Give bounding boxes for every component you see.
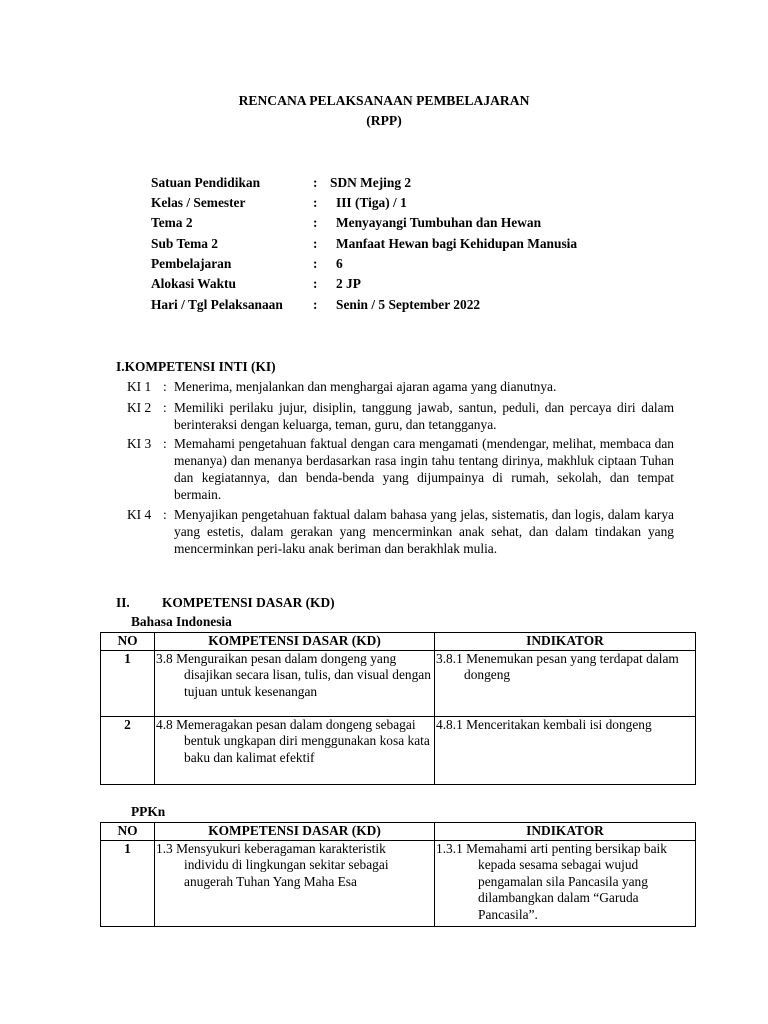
identity-value: SDN Mejing 2 bbox=[330, 175, 412, 190]
row-kd bbox=[155, 840, 435, 926]
identity-label: Tema 2 bbox=[151, 215, 193, 230]
identity-label: Satuan Pendidikan bbox=[151, 175, 261, 190]
section-number: I. bbox=[116, 359, 125, 374]
row-indikator bbox=[435, 716, 696, 784]
identity-row-alokasi bbox=[151, 275, 711, 295]
ki-item-1 bbox=[127, 378, 675, 396]
identity-row-tema bbox=[151, 214, 711, 234]
row-indikator bbox=[435, 840, 696, 926]
row-no: 2 bbox=[101, 716, 155, 784]
table-header-row bbox=[101, 823, 696, 841]
kd-text: 4.8 Memeragakan pesan dalam dongeng sebagai bentuk ungkapan diri menggunakan kosa kata baku dan kalimat efektif bbox=[156, 716, 430, 765]
table-row bbox=[101, 840, 696, 926]
row-kd bbox=[155, 650, 435, 716]
ki-colon: : bbox=[163, 436, 167, 451]
identity-colon: : bbox=[313, 297, 318, 312]
identity-value: 2 JP bbox=[336, 276, 361, 291]
kd-text: 1.3 Mensyukuri keberagaman karakteristik individu di lingkungan sekitar sebagai anugerah Tuhan Yang Maha Esa bbox=[156, 840, 389, 889]
kd-table-ppkn bbox=[100, 822, 696, 927]
header-indikator: INDIKATOR bbox=[435, 633, 696, 651]
identity-label: Alokasi Waktu bbox=[151, 276, 236, 291]
ki-colon: : bbox=[163, 379, 167, 394]
document-title: RENCANA PELAKSANAAN PEMBELAJARAN bbox=[238, 93, 530, 108]
ki-code: KI 3 bbox=[127, 436, 152, 451]
header-indikator: INDIKATOR bbox=[435, 823, 696, 841]
identity-label: Sub Tema 2 bbox=[151, 236, 218, 251]
identity-row-pembelajaran bbox=[151, 255, 711, 275]
table-row bbox=[101, 650, 696, 716]
identity-row-hari bbox=[151, 296, 711, 316]
identity-row-kelas bbox=[151, 194, 711, 214]
header-kd: KOMPETENSI DASAR (KD) bbox=[155, 633, 435, 651]
ki-item-2 bbox=[127, 399, 675, 435]
section-kd-number: II. bbox=[116, 595, 130, 610]
indikator-text: 4.8.1 Menceritakan kembali isi dongeng bbox=[436, 716, 652, 732]
identity-value: Manfaat Hewan bagi Kehidupan Manusia bbox=[336, 236, 578, 251]
identity-value: Menyayangi Tumbuhan dan Hewan bbox=[336, 215, 542, 230]
row-no: 1 bbox=[101, 840, 155, 926]
identity-row-subtema bbox=[151, 235, 711, 255]
identity-colon: : bbox=[313, 215, 318, 230]
identity-label: Kelas / Semester bbox=[151, 195, 246, 210]
ki-colon: : bbox=[163, 400, 167, 415]
ki-code: KI 2 bbox=[127, 400, 152, 415]
identity-label: Pembelajaran bbox=[151, 256, 232, 271]
row-indikator bbox=[435, 650, 696, 716]
header-kd: KOMPETENSI DASAR (KD) bbox=[155, 823, 435, 841]
identity-value: Senin / 5 September 2022 bbox=[336, 297, 481, 312]
identity-colon: : bbox=[313, 175, 318, 190]
ki-text: Memiliki perilaku jujur, disiplin, tanggung jawab, santun, peduli, dan percaya diri dalam berinteraksi dengan keluarga, teman, guru, dan tetangganya. bbox=[174, 400, 674, 432]
header-no: NO bbox=[101, 633, 155, 651]
row-no: 1 bbox=[101, 650, 155, 716]
ki-text: Menerima, menjalankan dan menghargai ajaran agama yang dianutnya. bbox=[174, 379, 557, 394]
identity-value: III (Tiga) / 1 bbox=[336, 195, 407, 210]
indikator-text: 3.8.1 Menemukan pesan yang terdapat dalam dongeng bbox=[436, 650, 679, 682]
identity-value: 6 bbox=[336, 256, 343, 271]
ki-text: Menyajikan pengetahuan faktual dalam bahasa yang jelas, sistematis, dan logis, dalam karya yang estetis, dalam gerakan yang mencerminkan anak sehat, dan dalam tindakan yang mencerminkan peri-laku anak beriman dan berakhlak mulia. bbox=[174, 507, 674, 556]
section-ki-heading bbox=[116, 358, 276, 375]
ki-colon: : bbox=[163, 507, 167, 522]
identity-colon: : bbox=[313, 256, 318, 271]
indikator-text: 1.3.1 Memahami arti penting bersikap baik kepada sesama sebagai wujud pengamalan sila Pancasila yang dilambangkan dalam “Garuda Pancasila”. bbox=[436, 840, 667, 922]
identity-colon: : bbox=[313, 236, 318, 251]
document-subtitle: (RPP) bbox=[366, 113, 402, 128]
identity-row-satuan bbox=[151, 174, 711, 194]
kd-table-bahasa-indonesia bbox=[100, 632, 696, 785]
section-title: KOMPETENSI INTI (KI) bbox=[124, 359, 276, 374]
table-header-row bbox=[101, 633, 696, 651]
identity-colon: : bbox=[313, 195, 318, 210]
ki-code: KI 1 bbox=[127, 379, 152, 394]
subject-title-ppkn: PPKn bbox=[131, 804, 166, 819]
ki-item-4 bbox=[127, 506, 675, 576]
ki-code: KI 4 bbox=[127, 507, 152, 522]
ki-text: Memahami pengetahuan faktual dengan cara mengamati (mendengar, melihat, membaca dan menanya) dan menanya berdasarkan rasa ingin tahu tentang dirinya, makhluk ciptaan Tuhan dan kegiatannya, dan benda-benda yang dijumpainya di rumah, sekolah, dan tempat bermain. bbox=[174, 436, 674, 502]
header-no: NO bbox=[101, 823, 155, 841]
subject-title-bahasa-indonesia: Bahasa Indonesia bbox=[131, 614, 232, 629]
ki-item-3 bbox=[127, 435, 675, 505]
kd-text: 3.8 Menguraikan pesan dalam dongeng yang disajikan secara lisan, tulis, dan visual dengan tujuan untuk kesenangan bbox=[156, 650, 431, 699]
row-kd bbox=[155, 716, 435, 784]
identity-colon: : bbox=[313, 276, 318, 291]
section-kd-title: KOMPETENSI DASAR (KD) bbox=[162, 595, 335, 610]
identity-label: Hari / Tgl Pelaksanaan bbox=[151, 297, 283, 312]
table-row bbox=[101, 716, 696, 784]
